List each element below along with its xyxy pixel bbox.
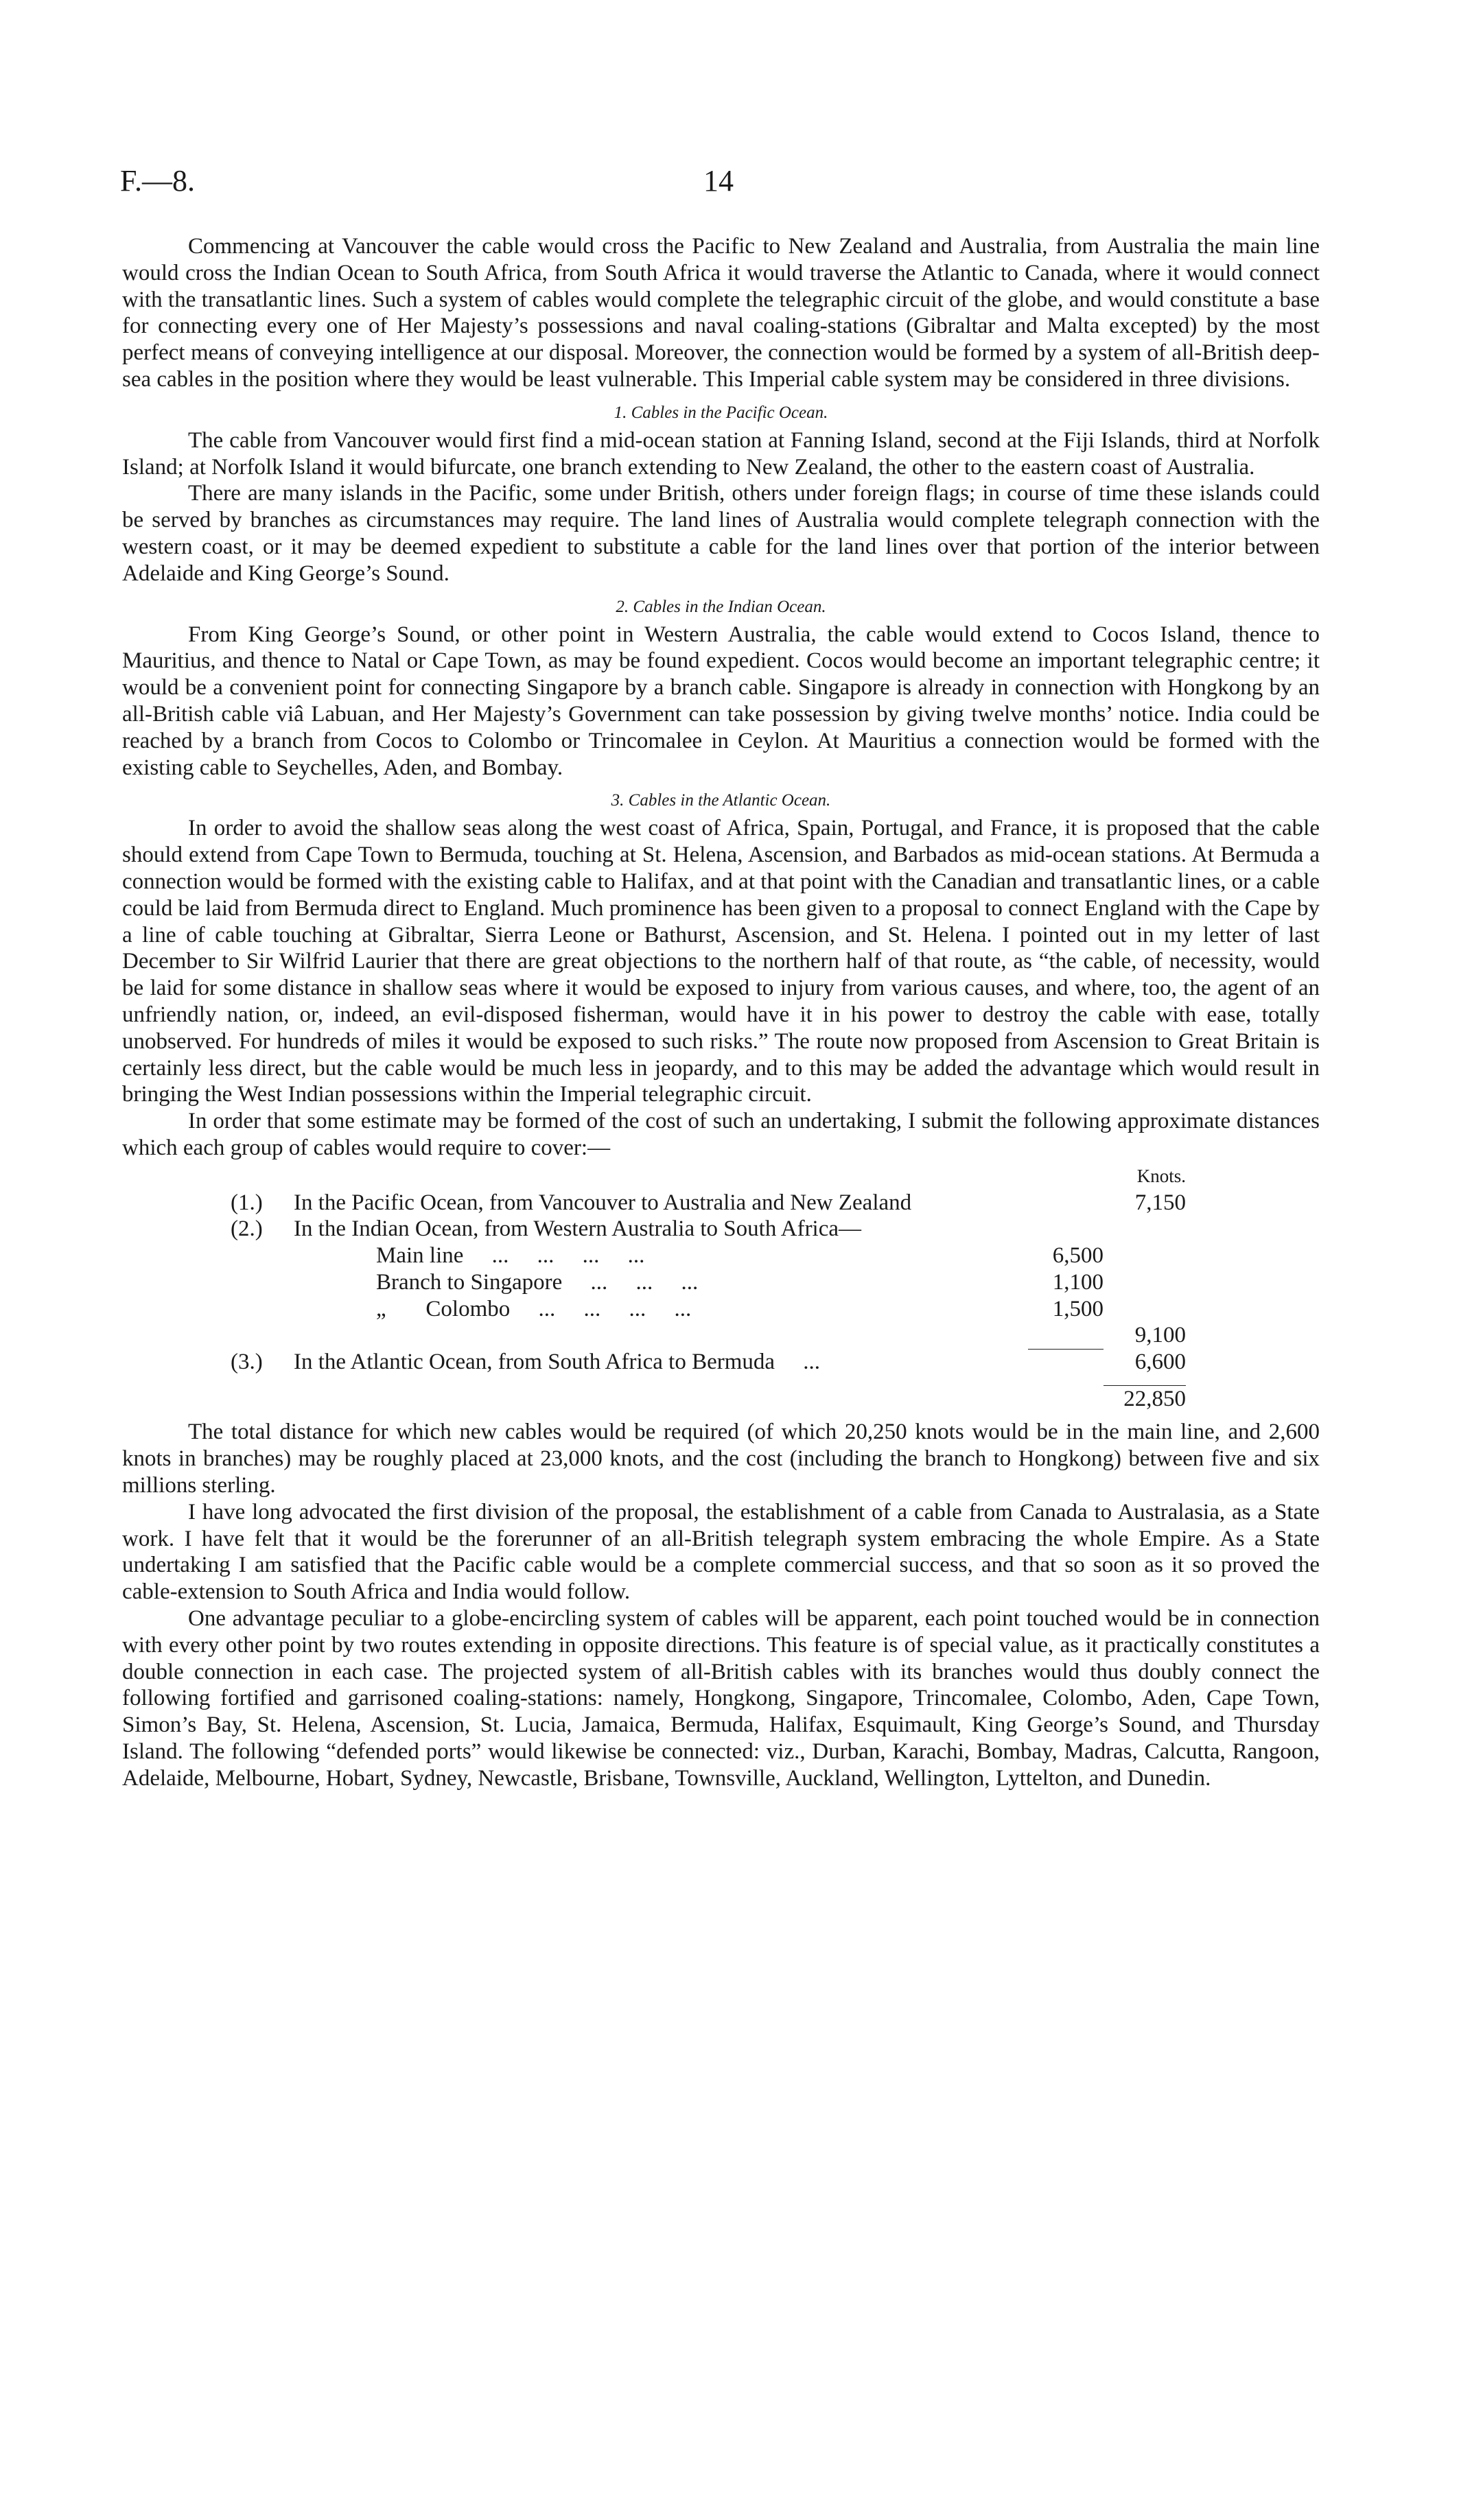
subrow-value: 1,100 [1052, 1269, 1104, 1295]
pacific-paragraph-2: There are many islands in the Pacific, some under British, others under foreign flags; in course of time these islands could be served by branches as circumstances may require. The land lines of Australia would complete telegraph connection with the western coast, or it may be deemed expedient to substitute a cable for the land lines over that portion of the interior between Adelaide and King George’s Sound. [122, 481, 1320, 586]
closing-paragraph-1: The total distance for which new cables would be required (of which 20,250 knots would be in the main line, and 2,600 knots in branches) may be roughly placed at 23,000 knots, and the cost (including the branch to Hongkong) between five and six millions sterling. [122, 1420, 1320, 1498]
row-description: In the Atlantic Ocean, from South Africa to Bermuda ... [294, 1350, 821, 1375]
table-subrow [231, 1296, 1186, 1323]
table-subrow [231, 1243, 1186, 1269]
section-heading-atlantic: 3. Cables in the Atlantic Ocean. [611, 791, 831, 810]
closing-paragraph-3: One advantage peculiar to a globe-encircling system of cables will be apparent, each point touched would be in connection with every other point by two routes extending in opposite directions. This feature is of special value, as it practically constitutes a double connection in each case. The projected system of all-British cables with its branches would thus doubly connect the following fortified and garrisoned coaling-stations: namely, Hongkong, Singapore, Trincomalee, Colombo, Aden, Cape Town, Simon’s Bay, St. Helena, Ascension, St. Lucia, Jamaica, Bermuda, Halifax, Esquimault, King George’s Sound, and Thursday Island. The following “defended ports” would likewise be connected: viz., Durban, Karachi, Bombay, Madras, Calcutta, Rangoon, Adelaide, Melbourne, Hobart, Sydney, Newcastle, Brisbane, Townsville, Auckland, Wellington, Lyttelton, and Dunedin. [122, 1605, 1320, 1791]
row-number: (1.) [231, 1190, 263, 1215]
page-number: 14 [703, 164, 734, 198]
row-number: (2.) [231, 1216, 263, 1242]
table-subtotal-row [231, 1322, 1186, 1349]
subrow-description: „ Colombo ... ... ... ... [376, 1296, 692, 1321]
atlantic-paragraph-1: In order to avoid the shallow seas along the west coast of Africa, Spain, Portugal, and France, it is proposed that the cable should extend from Cape Town to Bermuda, touching at St. Helena, Ascension, and Barbados as mid-ocean stations. At Bermuda a connection would be formed with the existing cable to Halifax, and at that point with the Canadian and transatlantic lines, or a cable could be laid from Bermuda direct to England. Much prominence has been given to a proposal to connect England with the Cape by a line of cable touching at Gibraltar, Sierra Leone or Bathurst, Ascension, and St. Helena. I pointed out in my letter of last December to Sir Wilfrid Laurier that there are great objections to the northern half of that route, as “the cable, of necessity, would be laid for some distance in shallow seas where it would be exposed to injury from various causes, and where, too, the agent of an unfriendly nation, or, indeed, an evil-disposed fisherman, would have it in his power to destroy the cable with ease, totally unobserved. For hundreds of miles it would be exposed to such risks.” The route now proposed from Ascension to Great Britain is certainly less direct, but the cable would be much less in jeopardy, and to this may be added the advantage which would result in bringing the West Indian possessions within the Imperial telegraphic circuit. [122, 816, 1320, 1107]
section-heading-pacific: 1. Cables in the Pacific Ocean. [614, 403, 828, 422]
row-description: In the Indian Ocean, from Western Australia to South Africa— [294, 1216, 862, 1242]
subrow-value: 1,500 [1052, 1296, 1104, 1321]
row-number: (3.) [231, 1350, 263, 1375]
subtotal-rule [1028, 1322, 1104, 1349]
atlantic-paragraph-2: In order that some estimate may be formed of the cost of such an undertaking, I submit the following approximate distances which each group of cables would require to cover:— [122, 1109, 1320, 1160]
subrow-description: Branch to Singapore ... ... ... [376, 1269, 699, 1295]
table-subrow [231, 1269, 1186, 1296]
table-row [231, 1216, 1186, 1243]
pacific-paragraph-1: The cable from Vancouver would first find a mid-ocean station at Fanning Island, second at the Fiji Islands, third at Norfolk Island; at Norfolk Island it would bifurcate, one branch extending to New Zealand, the other to the eastern coast of Australia. [122, 427, 1320, 480]
row-description: In the Pacific Ocean, from Vancouver to Australia and New Zealand [294, 1190, 912, 1215]
row-total: 6,600 [1134, 1350, 1186, 1375]
subrow-description: Main line ... ... ... ... [376, 1243, 645, 1269]
knots-column-header: Knots. [1136, 1165, 1186, 1186]
subtotal-value: 9,100 [1134, 1323, 1186, 1348]
body-text [122, 233, 1320, 1792]
table-row [231, 1190, 1186, 1216]
row-total: 7,150 [1134, 1190, 1186, 1215]
closing-paragraph-2: I have long advocated the first division of the proposal, the establishment of a cable from Canada to Australasia, as a State work. I have felt that it would be the forerunner of an all-British telegraph system embracing the whole Empire. As a State undertaking I am satisfied that the Pacific cable would be a complete commercial success, and that so soon as it so proved the cable-extension to South Africa and India would follow. [122, 1499, 1320, 1605]
indian-paragraph-1: From King George’s Sound, or other point in Western Australia, the cable would extend to Cocos Island, thence to Mauritius, and thence to Natal or Cape Town, as may be found expedient. Cocos would become an important telegraphic centre; it would be a convenient point for connecting Singapore by a branch cable. Singapore is already in connection with Hongkong by an all-British cable viâ Labuan, and Her Majesty’s Government can take possession by giving twelve months’ notice. India could be reached by a branch from Cocos to Colombo or Trincomalee in Ceylon. At Mauritius a connection would be formed with the existing cable to Seychelles, Aden, and Bombay. [122, 622, 1320, 780]
page-header [120, 163, 1355, 204]
table-row [231, 1349, 1186, 1376]
subrow-value: 6,500 [1052, 1243, 1104, 1269]
table-header-row [231, 1163, 1186, 1190]
document-reference: F.—8. [120, 164, 195, 198]
section-heading-indian: 2. Cables in the Indian Ocean. [616, 597, 826, 616]
distance-table [231, 1163, 1186, 1413]
total-rule [1104, 1376, 1186, 1385]
grand-total-row [231, 1385, 1186, 1412]
intro-paragraph: Commencing at Vancouver the cable would cross the Pacific to New Zealand and Australia, from Australia the main line would cross the Indian Ocean to South Africa, from South Africa it would traverse the Atlantic to Canada, where it would connect with the transatlantic lines. Such a system of cables would complete the telegraphic circuit of the globe, and would constitute a base for connecting every one of Her Majesty’s possessions and naval coaling-stations (Gibraltar and Malta excepted) by the most perfect means of conveying intelligence at our disposal. Moreover, the connection would be formed by a system of all-British deep-sea cables in the position where they would be least vulnerable. This Imperial cable system may be considered in three divisions. [122, 234, 1320, 392]
grand-total-value: 22,850 [1123, 1386, 1186, 1411]
